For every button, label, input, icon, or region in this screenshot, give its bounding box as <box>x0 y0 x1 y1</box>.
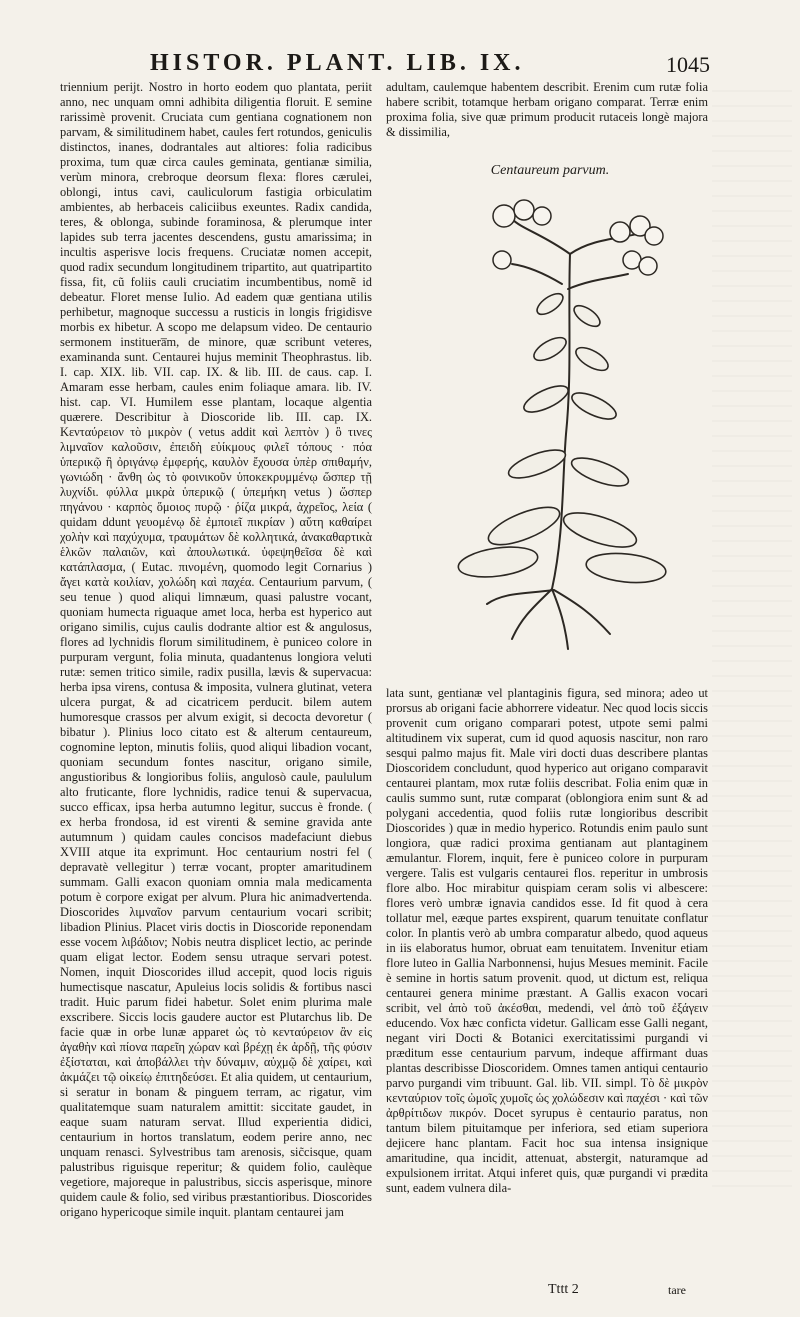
catchword: tare <box>668 1283 686 1297</box>
signature-mark: Tttt 2 <box>548 1282 579 1297</box>
running-title: HISTOR. PLANT. LIB. IX. <box>150 50 525 76</box>
figure-caption: Centaureum parvum. <box>490 163 610 178</box>
page-number: 1045 <box>666 52 710 77</box>
show-through-texture <box>712 90 792 1190</box>
centaureum-woodcut-illustration <box>442 194 692 654</box>
right-column-bottom-text: lata sunt, gentianæ vel plantaginis figura, sed minora; adeo ut prorsus ab origani facie abhorrere videatur. Nec quod locis siccis provenit cum origano comparari potest, utpote semi palmi altitudinem vix superat, cum id quod aquosis nascitur, non raro sesqui palmo majus fit. Male viri docti duas describere plantas Dioscoridem concludunt, quod hyperico aut origano comparavit centaurei plantam, mox rutæ foliis describat. Folia enim quæ in caulis summo sunt, rutæ comparat (oblongiora enim sunt & ad polygani accedentia, quod foliis rutæ longioribus describit Dioscorides ) quæ in medio hyperico. Rotundis enim paulo sunt longiora, quæ radici proxima gentianam aut plantaginem æmulantur. Florem, inquit, fere è puniceo colore in purpuram vergere. Talis est vulgaris centaurei flos. reperitur in umbrosis flore albo. Hoc mirabitur quispiam ceram solis vi albescere: flores verò umbræ ignavia candidos esse. Id fit quod à cera tollatur mel, eæque partes exspirent, quarum tenuitate conflatur color. In plantis verò ab umbra comparatur albedo, quod aqueus in iis elaboratus humor, obruat eam tenuitatem. Invenitur etiam flore luteo in Gallia Narbonnensi, hujus Mesues meminit. Facile è semine in hortis satum provenit. quod, ut dictum est, reliqua centaurei genera minime præstant. A Gallis exacon vocari scribit, vel ἀπὸ τοῦ ἀκέσθαι, medendi, vel ἀπὸ τοῦ ἐξάγειν educendo. Vox hæc conficta videtur. Gallicam esse Galli negant, negant viri Docti & Botanici exercitatissimi purgandi vi præditum esse centaurium parvum, indeque affirmant duas plantas describisse Dioscoridem. Omnes tamen antiqui centaurio parvo purgandi vim tribuunt. Gal. lib. VII. simpl. Τὸ δὲ μικρὸν κενταύριον τοῖς ὠμοῖς χυμοῖς ὡς χολώδεσιν καὶ παχέσι · καὶ τῶν ἀρθρίτιδων πικρόν. Docet syrupus è centaurio paratus, non tantum bilem pituitamque per inferiora, sed etiam superiora dejicere hanc plantam. Facit hoc sua intensa insignique amaritudine, qua incidit, attenuat, abstergit, naturamque ad expulsionem irritat. Atqui inferet quis, quæ purgandi vi prædita sunt, eadem vulnera dila- <box>386 686 708 1195</box>
right-column-top-text: adultam, caulemque habentem describit. Erenim cum rutæ folia habere scribit, totamque herbam origano comparat. Terræ enim proxima folia, sive quæ primum producit rutaceis longè majora & dissimilia, <box>386 80 708 139</box>
left-column-text: triennium perijt. Nostro in horto eodem quo plantata, periit anno, nec unquam omni adhibita diligentia floruit. E semine rarissimè provenit. Cruciata cum gentiana cognationem non parvam, & similitudinem habet, caules fert rotundos, geniculis distinctos, inanes, dodrantales aut altiores: folia radicibus proxima, tum quæ circa caules geminata, gentianæ similia, verùm minora, crebroque deorsum flexa: flores cærulei, oblongi, intus cavi, cauliculorum fastigia orbiculatim ambientes, ab herbaceis caliciibus exeuntes. Radix candida, teres, & oblonga, subinde foraminosa, & plerumque inter lapides sub terra jacentes descendens, gustu amarissima; in incultis asperisve locis frequens. Cruciatæ nomen accepit, quod radix secundum longitudinem tripartito, aut quatripartito fissa, fit, cũ foliis cauli cruciatim incumbentibus, nomẽ id debeatur. Floret mense Iulio. Ad eadem quæ gentiana utilis perhibetur, magnoque successu a rusticis in longis frigidisve morbis ex hibetur. A scopo me delapsum video. De centaurio sermonem instituera̅m, de minore, quæ scribunt veteres, examinanda sunt. Centaurei hujus meminit Theophrastus. lib. I. cap. XIX. lib. VII. cap. IX. & lib. III. de caus. cap. I. Amaram esse herbam, caules enim foliaque amara. lib. IV. hist. cap. VI. Humilem esse plantam, locaque algentia quærere. Describitur à Dioscoride lib. III. cap. IX. Κενταύρειον τὸ μικρὸν ( vetus addit καὶ λεπτὸν ) ὃ τινες λιμναῖον καλοῦσιν, ἐπειδὴ εὐίκμους φιλεῖ τόπους · πόα ὑπερικῷ ἢ ὀριγάνῳ ἐμφερής, καυλὸν ἔχουσα ὑπὲρ σπιθαμήν, γωνιώδη · ἄνθη ὡς τὸ φοινικοῦν ὑποκεκρυμμένῳ ὥσπερ τῇ λυχνίδι. φύλλα μικρὰ ὑπερικῷ ( ὑπεμήκη vetus ) ὥσπερ πηγάνου · καρπὸς ὅμοιος πυρῷ · ῥίζα μικρά, ἀχρεῖος, λεία ( quidam ddunt γευομένῳ δὲ ἐμποιεῖ πικρίαν ) αὕτη καθαίρει χολὴν καὶ παχύχυμα, τραυμάτων δὲ κολλητικά, ἀνακαθαρτικὰ ἑλκῶν παλαιῶν, καὶ ἀπουλωτικά. ὑφεψηθεῖσα δὲ καὶ κατάπλασμα, ( Eutac. πινομένη, quomodo legit Cornarius ) ἄγει κατὰ κοιλίαν, χολώδη καὶ παχέα. Centaurium parvum, ( seu tenue ) quod aliqui limnæum, quasi palustre vocant, quoniam humecta riguaque amet loca, herba est hyperico aut origano similis, cujus caulis dodrante altior est & angulosus, flores ad lychnidis florum similitudinem, è puniceo colore in purpuram vergunt, folia minuta, quadantenus longiora veluti rutæ: semen tritico simile, radix pusilla, lævis & supervacua: herba ipsa virens, contusa & imposita, vulnera glutinat, vetera ulcera purgat, & ad cicatricem perducit. bilem autem humoresque crassos per alvum exigit, si decocta devoretur ( bibatur ). Plinius loco citato est & alterum centaureum, cognomine lepton, minutis foliis, quod aliqui libadion vocant, quoniam secundum fontes nascitur, origano simile, angustioribus & longioribus foliis, angulosò caule, paululum alto fruticante, flore lychnidis, radice tenui & supervacua, succo efficax, ipsa herba autumno legitur, succus è fronde. ( ex herba frondosa, id est virenti & semine gravida ante autumnum ) quidam caules concisos madefaciunt diebus XVIII atque ita exprimunt. Hoc centaurium nostri fel ( depravatè vellegitur ) terræ vocant, propter amaritudinem summam. Galli exacon quoniam omnia mala medicamenta potum è corpore exigat per alvum. Plura hic animadvertenda. Dioscorides λιμναῖον parvum centaurium vocari scribit; libadion Plinius. Placet viris doctis in Dioscoride reponendam esse vocem λιβάδιον; Nobis neutra displicet lectio, ac perinde quam eligat lector. Eodem sensu utraque servari potest. Nomen, inquit Dioscorides illud accepit, quod locis riguis humectisque nascatur, Apuleius locis solidis & fortibus nasci tradit. Huic parum fidei habetur. Solet enim plurima male exscribere. Siccis locis gaudere auctor est Plutarchus lib. De facie quæ in orbe lunæ apparet ὡς τὸ κενταύρειον ἂν εἰς ἀγαθὴν καὶ πίονα παρεῖη χώραν καὶ βρέχῃ ἐκ ἀρδῇ, τῆς φύσιν ἐξίσταται, καὶ ἀποβάλλει τὴν δύναμιν, αὐχμῷ δὲ χαίρει, καὶ ἀκμάζει τῷ οἰκείῳ ἐπιτηδεύσει. Et alia quidem, ut centaurium, si seratur in bonam & pinguem terram, ac rigatur, vim qualitatemque suam naturalem amittit: siccitate gaudet, in eaque suam naturam servat. Illud experientia didici, centaurium in hortos translatum, eodem perire anno, nec unquam renasci. Sylvestribus tam arenosis, sic̃cisque, quam palustribus riguisque reperitur; & quidem folio, caulèque vegetiore, majoreque in palustribus, siccis asperisque, minore quidem caule & folio, sed viribus præstantioribus. Dioscorides origano hypericoque simile inquit. plantam centaurei jam <box>60 80 372 1219</box>
